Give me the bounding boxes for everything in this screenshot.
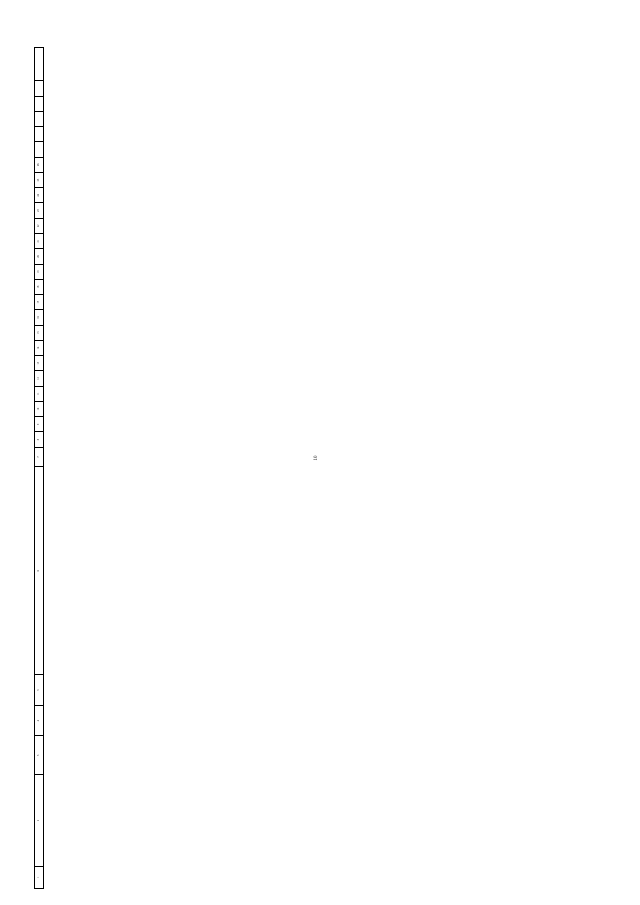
column-number-cell: 16 <box>35 310 44 325</box>
column-number-cell: 15 <box>35 325 44 340</box>
column-number-cell: 2 <box>35 775 44 867</box>
rotated-landscape-table <box>34 47 605 889</box>
column-number-cell: 10 <box>35 401 44 416</box>
column-number-cell: 23 <box>35 203 44 218</box>
column-number-cell: 4 <box>35 705 44 736</box>
column-number-cell <box>35 127 44 142</box>
column-number-cell: 5 <box>35 675 44 706</box>
column-number-cell: 24 <box>35 188 44 203</box>
column-number-cell: 25 <box>35 172 44 187</box>
column-number-cell: 22 <box>35 218 44 233</box>
register-table <box>34 47 44 889</box>
table-header <box>35 48 44 889</box>
column-number-cell: 14 <box>35 340 44 355</box>
column-number-cell: 6 <box>35 467 44 675</box>
column-number-cell: 9 <box>35 417 44 432</box>
column-number-cell: 19 <box>35 264 44 279</box>
column-number-cell <box>35 96 44 111</box>
column-number-cell: 12 <box>35 371 44 386</box>
column-number-cell: 26 <box>35 157 44 172</box>
column-number-cell: 1 <box>35 866 44 888</box>
column-number-cell: 13 <box>35 356 44 371</box>
column-number-cell <box>35 48 44 81</box>
column-number-cell: 3 <box>35 736 44 775</box>
column-number-cell: 21 <box>35 234 44 249</box>
column-number-cell: 8 <box>35 432 44 447</box>
register-sheet <box>34 47 605 889</box>
column-number-cell: 17 <box>35 295 44 310</box>
page-number: 10 <box>314 455 319 461</box>
column-number-cell <box>35 111 44 126</box>
column-number-row <box>35 48 44 889</box>
column-number-cell <box>35 81 44 96</box>
column-number-cell: 11 <box>35 386 44 401</box>
column-number-cell: 18 <box>35 279 44 294</box>
column-number-cell <box>35 142 44 157</box>
column-number-cell: 20 <box>35 249 44 264</box>
column-number-cell: 7 <box>35 447 44 466</box>
